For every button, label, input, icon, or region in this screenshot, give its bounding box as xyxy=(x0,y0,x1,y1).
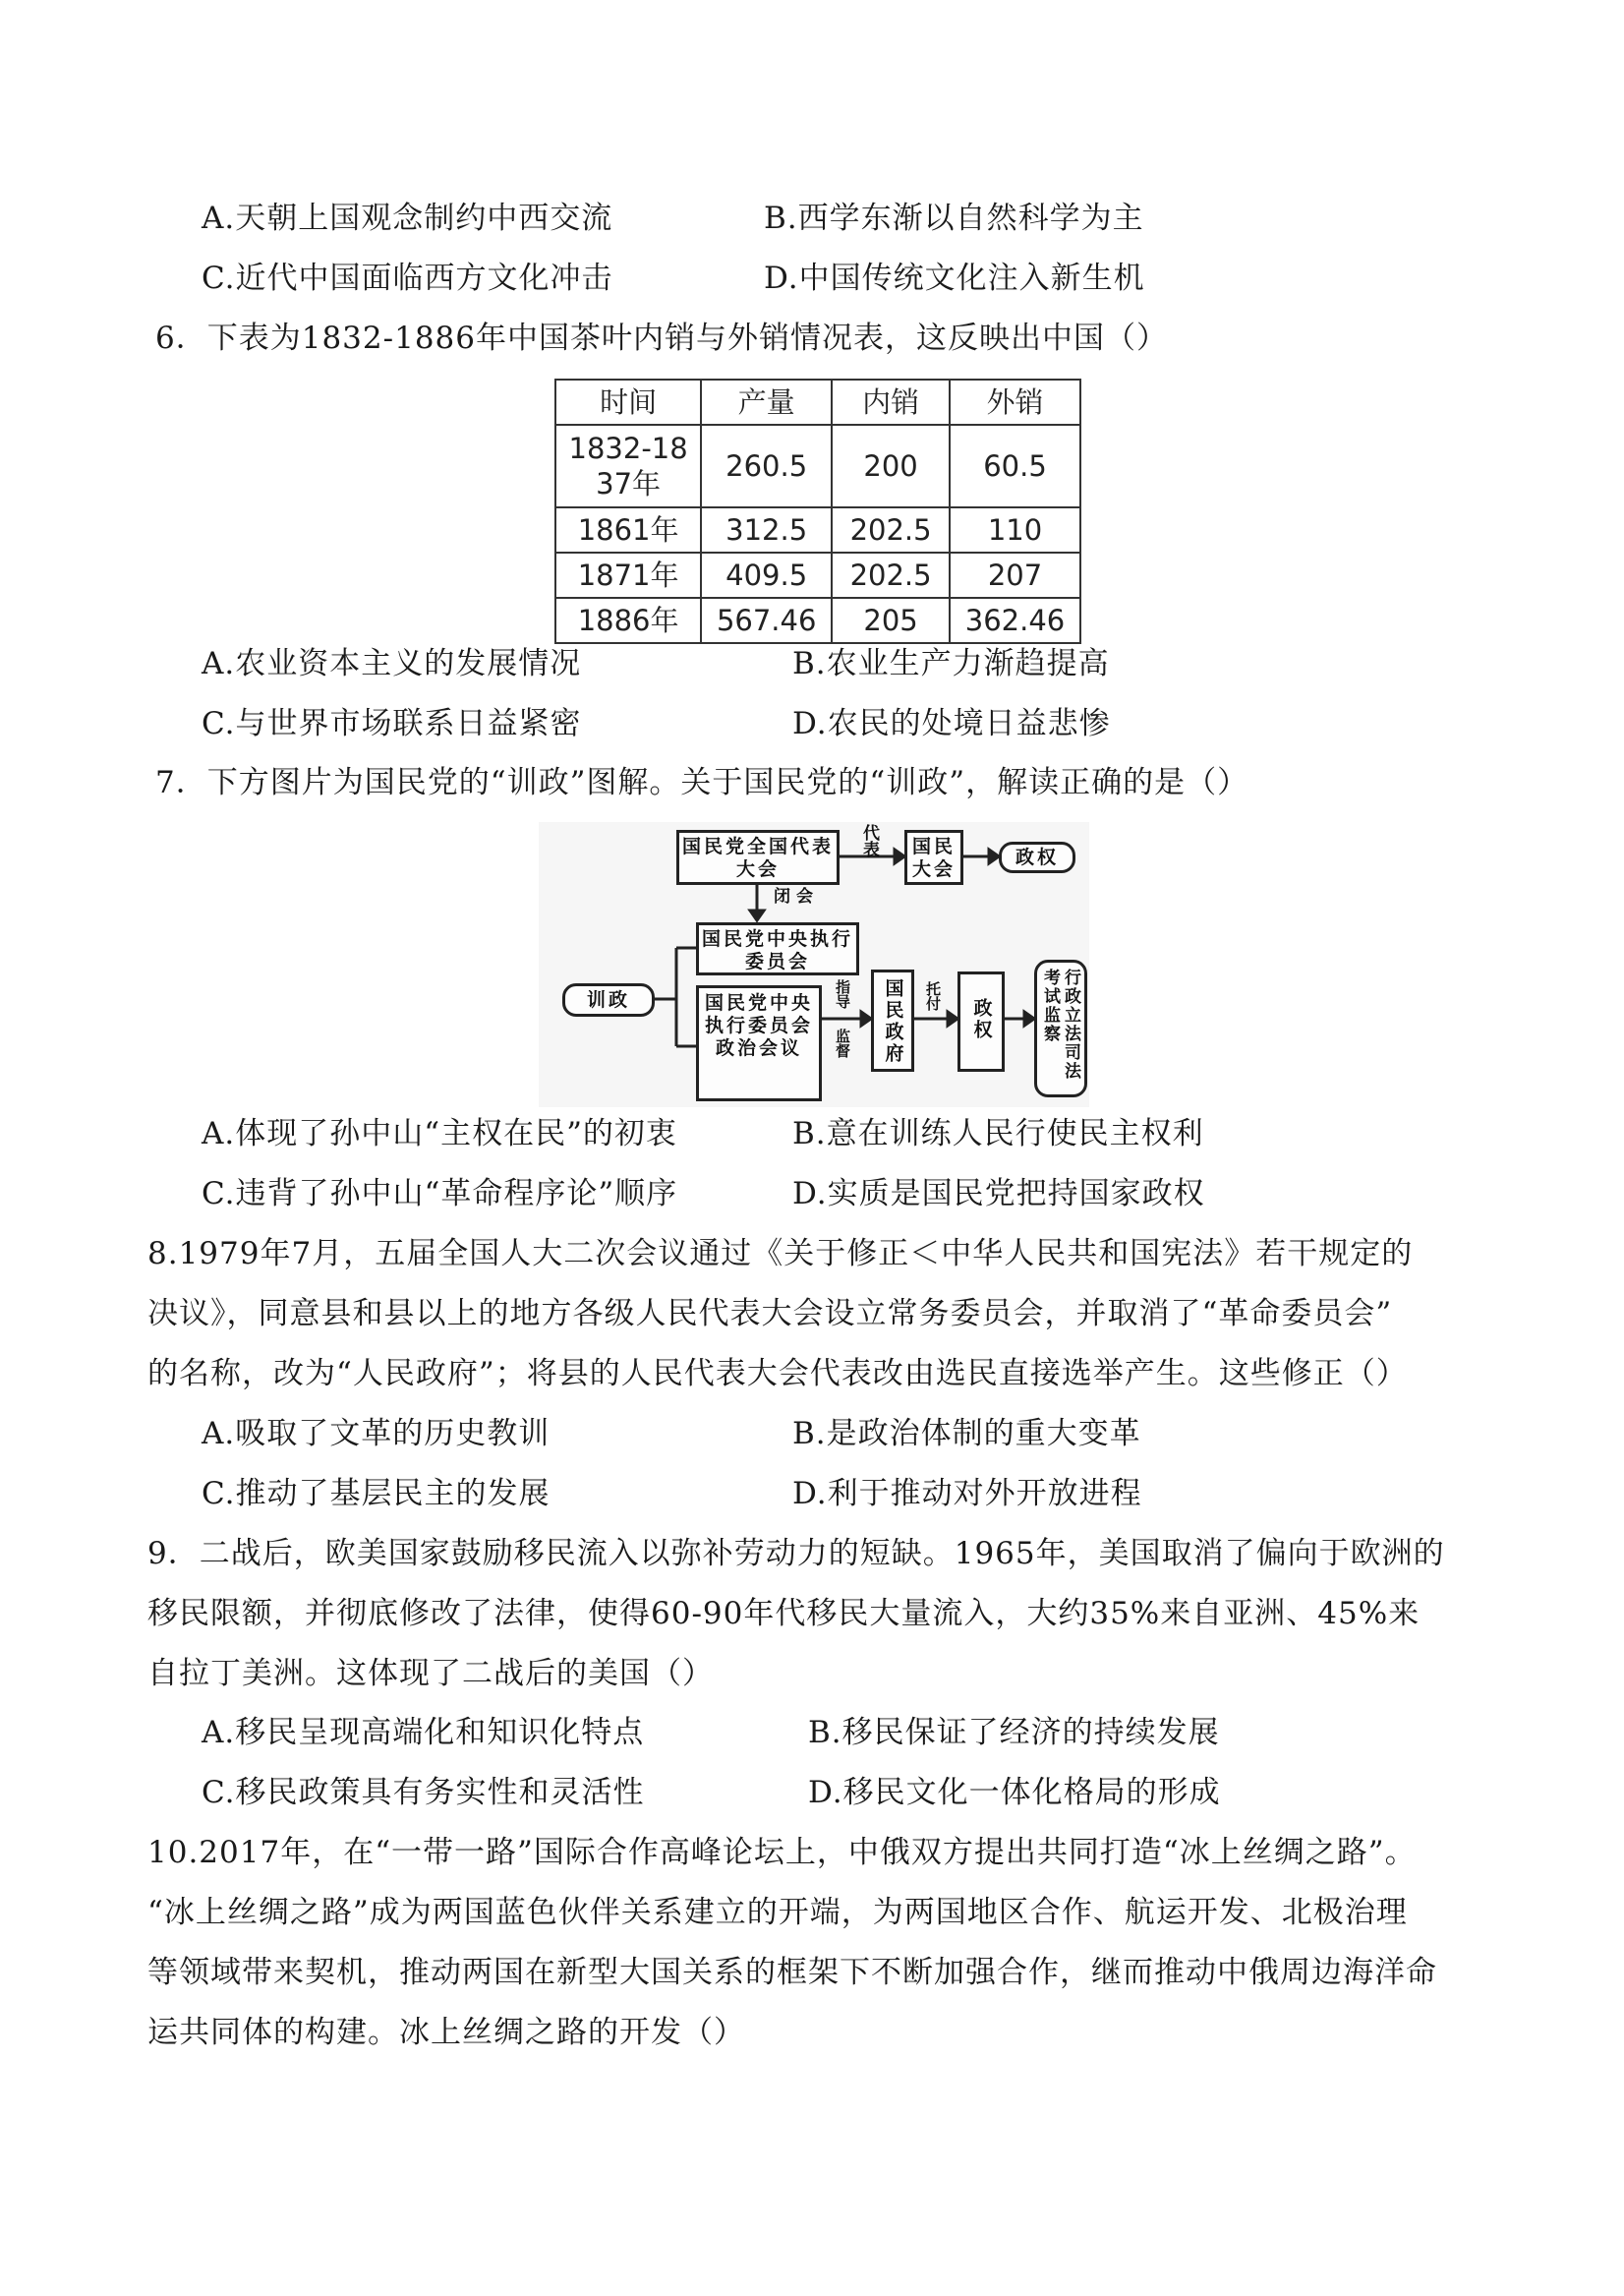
national-assembly-box: 国民大会 xyxy=(904,830,963,885)
q10-stem-line1: 10.2017年，在“一带一路”国际合作高峰论坛上，中俄双方提出共同打造“冰上丝绸之路”。 xyxy=(147,1835,1417,1870)
represent-text: 代表 xyxy=(859,824,879,857)
table-row xyxy=(555,598,1080,643)
party-congress-box: 国民党全国代表大会 xyxy=(676,830,840,885)
q8-option-b: B.是政治体制的重大变革 xyxy=(792,1416,1141,1451)
q8-stem-line3: 的名称，改为“人民政府”；将县的人民代表大会代表改由选民直接选举产生。这些修正（） xyxy=(147,1356,1408,1391)
q8-stem-line2: 决议》，同意县和县以上的地方各级人民代表大会设立常务委员会，并取消了“革命委员会” xyxy=(147,1296,1393,1331)
q6-option-a: A.农业资本主义的发展情况 xyxy=(202,646,582,681)
q10-stem-line3: 等领域带来契机，推动两国在新型大国关系的框架下不断加强合作，继而推动中俄周边海洋命 xyxy=(147,1955,1437,1990)
q9-option-a: A.移民呈现高端化和知识化特点 xyxy=(202,1715,645,1750)
national-govt-text: 国民政府 xyxy=(882,978,904,1065)
table-cell: 60.5 xyxy=(950,425,1080,507)
table-cell: 312.5 xyxy=(701,507,832,553)
table-cell: 567.46 xyxy=(701,598,832,643)
supervise-label xyxy=(824,1029,861,1063)
table-cell: 1871年 xyxy=(555,553,701,598)
q6-option-c: C.与世界市场联系日益紧密 xyxy=(202,706,582,741)
q7-option-b: B.意在训练人民行使民主权利 xyxy=(792,1116,1204,1151)
national-govt-box xyxy=(871,970,914,1072)
table-cell: 362.46 xyxy=(950,598,1080,643)
table-cell: 1832-1837年 xyxy=(555,425,701,507)
q6-option-b: B.农业生产力渐趋提高 xyxy=(792,646,1110,681)
political-council-box: 国民党中央执行委员会政治会议 xyxy=(696,985,822,1101)
table-cell: 1861年 xyxy=(555,507,701,553)
table-header: 外销 xyxy=(950,380,1080,425)
tutelage-box: 训政 xyxy=(562,983,655,1017)
q5-option-d: D.中国传统文化注入新生机 xyxy=(764,261,1145,296)
q5-option-c: C.近代中国面临西方文化冲击 xyxy=(202,261,613,296)
guide-label xyxy=(824,979,861,1014)
q7-option-d: D.实质是国民党把持国家政权 xyxy=(792,1176,1205,1211)
power-box xyxy=(957,971,1005,1072)
table-cell: 409.5 xyxy=(701,553,832,598)
q9-stem-line1: 9．二战后，欧美国家鼓励移民流入以弥补劳动力的短缺。1965年，美国取消了偏向于欧洲的 xyxy=(147,1536,1445,1571)
table-cell: 110 xyxy=(950,507,1080,553)
entrust-label xyxy=(916,981,950,1016)
table-cell: 1886年 xyxy=(555,598,701,643)
table-cell: 202.5 xyxy=(832,553,950,598)
five-yuan-box xyxy=(1034,960,1087,1097)
q8-option-a: A.吸取了文革的历史教训 xyxy=(202,1416,551,1451)
table-row xyxy=(555,507,1080,553)
q8-stem-line1: 8.1979年7月，五届全国人大二次会议通过《关于修正＜中华人民共和国宪法》若干规定的 xyxy=(147,1236,1414,1271)
q6-option-d: D.农民的处境日益悲惨 xyxy=(792,706,1111,741)
represent-label xyxy=(849,824,889,862)
table-header: 时间 xyxy=(555,380,701,425)
q7-stem: 7．下方图片为国民党的“训政”图解。关于国民党的“训政”，解读正确的是（） xyxy=(155,765,1249,800)
tea-sales-table xyxy=(554,379,1081,644)
table-cell: 260.5 xyxy=(701,425,832,507)
cec-box: 国民党中央执行委员会 xyxy=(696,922,859,975)
q8-option-c: C.推动了基层民主的发展 xyxy=(202,1476,551,1511)
q10-stem-line2: “冰上丝绸之路”成为两国蓝色伙伴关系建立的开端，为两国地区合作、航运开发、北极治理 xyxy=(147,1895,1408,1930)
entrust-text: 托付 xyxy=(924,981,942,1011)
table-row xyxy=(555,553,1080,598)
table-row xyxy=(555,425,1080,507)
table-cell: 200 xyxy=(832,425,950,507)
q6-stem: 6．下表为1832-1886年中国茶叶内销与外销情况表，这反映出中国（） xyxy=(155,321,1168,356)
table-cell: 205 xyxy=(832,598,950,643)
q10-stem-line4: 运共同体的构建。冰上丝绸之路的开发（） xyxy=(147,2015,745,2050)
power-text: 政权 xyxy=(970,998,993,1041)
q5-option-a: A.天朝上国观念制约中西交流 xyxy=(202,201,613,236)
five-yuan-text: 行政立法司法考试监察 xyxy=(1040,969,1080,1081)
table-header: 产量 xyxy=(701,380,832,425)
tutelage-diagram xyxy=(539,822,1089,1107)
guide-text: 指导 xyxy=(834,979,851,1009)
political-power-box: 政权 xyxy=(999,842,1075,873)
q7-option-c: C.违背了孙中山“革命程序论”顺序 xyxy=(202,1176,678,1211)
q9-stem-line3: 自拉丁美洲。这体现了二战后的美国（） xyxy=(147,1656,714,1691)
q9-option-c: C.移民政策具有务实性和灵活性 xyxy=(202,1775,645,1810)
q9-stem-line2: 移民限额，并彻底修改了法律，使得60-90年代移民大量流入，大约35%来自亚洲、45%来 xyxy=(147,1596,1421,1631)
table-header: 内销 xyxy=(832,380,950,425)
supervise-text: 监督 xyxy=(834,1029,851,1058)
recess-label: 闭会 xyxy=(774,887,819,907)
table-cell: 202.5 xyxy=(832,507,950,553)
q5-option-b: B.西学东渐以自然科学为主 xyxy=(764,201,1144,236)
table-cell: 207 xyxy=(950,553,1080,598)
q9-option-b: B.移民保证了经济的持续发展 xyxy=(808,1715,1220,1750)
q7-option-a: A.体现了孙中山“主权在民”的初衷 xyxy=(202,1116,677,1151)
q8-option-d: D.利于推动对外开放进程 xyxy=(792,1476,1142,1511)
q9-option-d: D.移民文化一体化格局的形成 xyxy=(808,1775,1221,1810)
